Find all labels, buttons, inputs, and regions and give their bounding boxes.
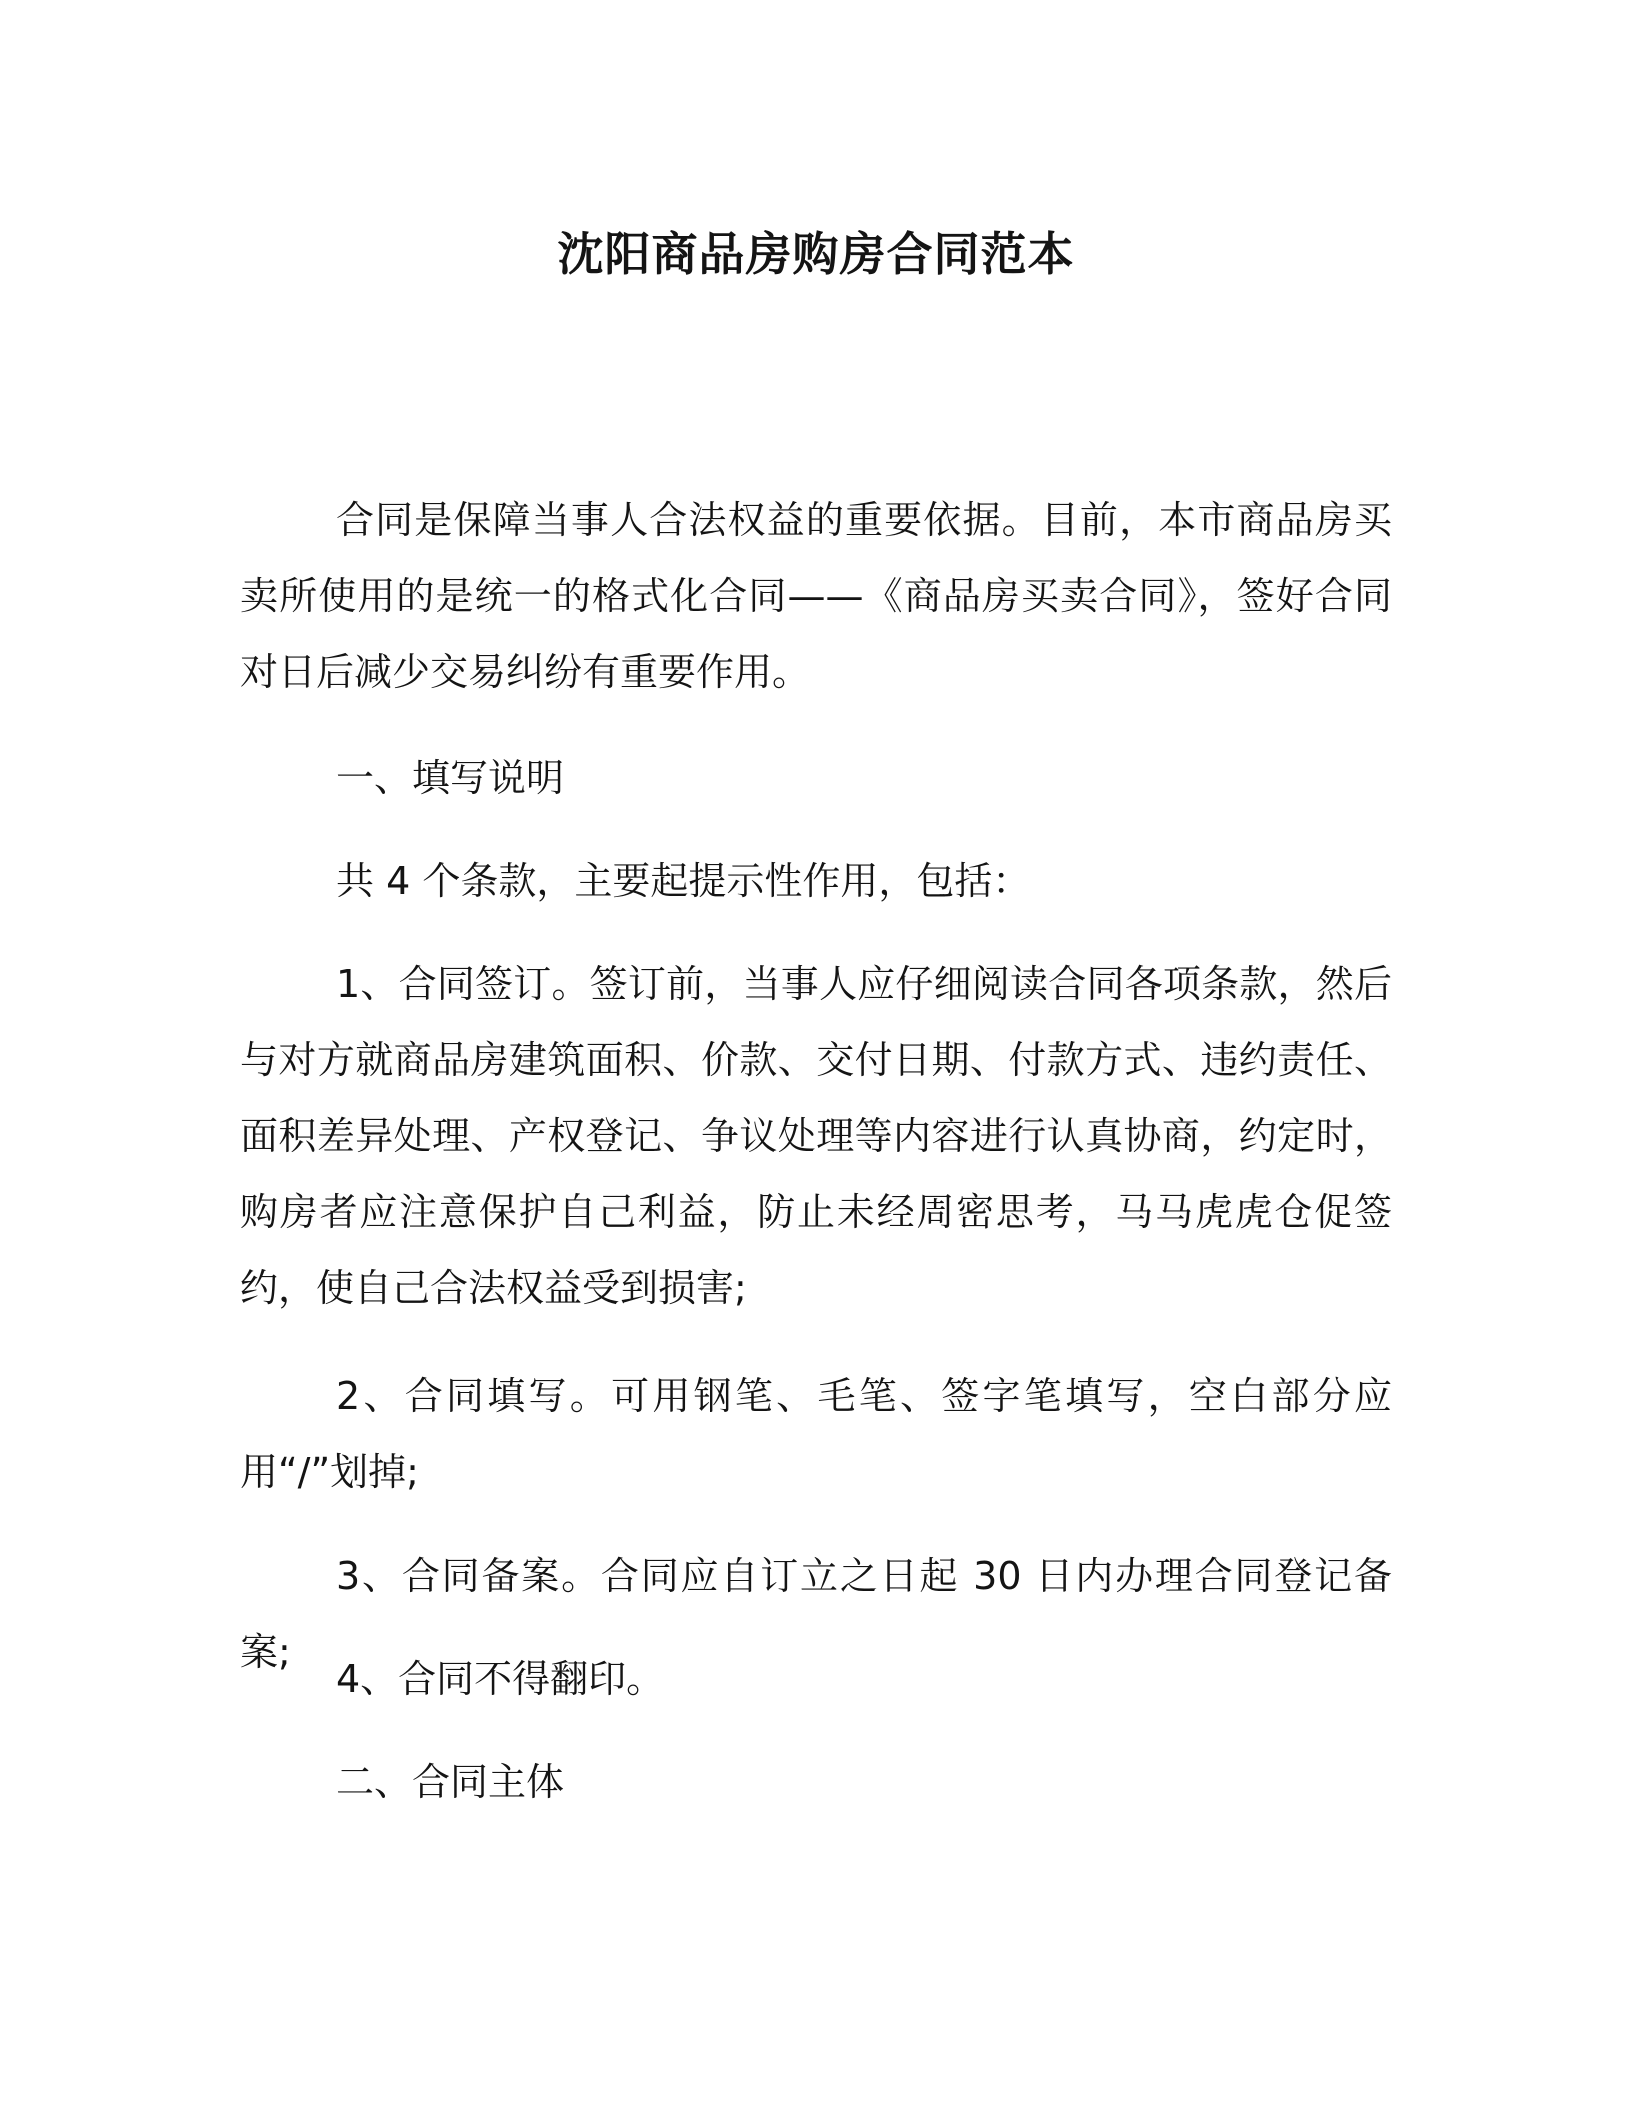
list-item-no-copying: 4、合同不得翻印。 xyxy=(336,1657,665,1701)
section-heading-instructions: 一、填写说明 xyxy=(336,756,565,800)
intro-paragraph: 合同是保障当事人合法权益的重要依据。目前，本市商品房买卖所使用的是统一的格式化合同——《商品房买卖合同》，签好合同对日后减少交易纠纷有重要作用。 xyxy=(240,498,1392,694)
clause-count-paragraph: 共 4 个条款，主要起提示性作用，包括： xyxy=(336,859,1031,903)
document-title: 沈阳商品房购房合同范本 xyxy=(557,227,1075,281)
list-item-signing: 1、合同签订。签订前，当事人应仔细阅读合同各项条款，然后与对方就商品房建筑面积、价款、交付日期、付款方式、违约责任、面积差异处理、产权登记、争议处理等内容进行认真协商，约定时，购房者应注意保护自己利益，防止未经周密思考，马马虎虎仓促签约，使自己合法权益受到损害; xyxy=(240,962,1392,1310)
list-item-filling: 2、合同填写。可用钢笔、毛笔、签字笔填写，空白部分应用“/”划掉; xyxy=(240,1374,1392,1494)
section-heading-parties: 二、合同主体 xyxy=(336,1760,565,1804)
list-item-filing: 3、合同备案。合同应自订立之日起 30 日内办理合同登记备案; xyxy=(240,1554,1392,1674)
